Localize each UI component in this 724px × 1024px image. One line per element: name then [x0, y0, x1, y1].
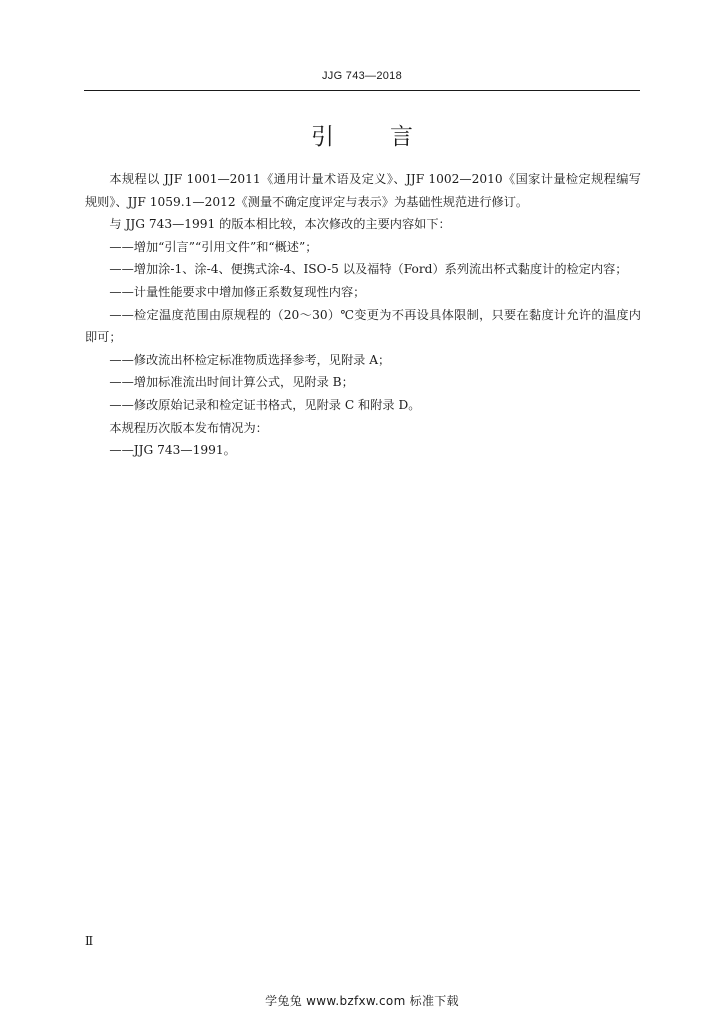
- change-item-1: ——增加“引言”“引用文件”和“概述”；: [109, 239, 318, 254]
- change-item-4: ——检定温度范围由原规程的（20～30）℃变更为不再设具体限制，只要在黏度计允许的温度内即可；: [85, 307, 641, 345]
- history-item-1: ——JJG 743—1991。: [109, 443, 236, 458]
- change-item-6: ——增加标准流出时间计算公式，见附录 B；: [109, 375, 354, 390]
- footer-watermark: 学兔兔 www.bzfxw.com 标准下载: [265, 994, 459, 1008]
- paragraph-changes-intro: 与 JJG 743—1991 的版本相比较，本次修改的主要内容如下：: [109, 217, 451, 232]
- change-item-2: ——增加涂-1、涂-4、便携式涂-4、ISO-5 以及福特（Ford）系列流出杯式黏度计的检定内容；: [109, 262, 628, 277]
- paragraph-history-intro: 本规程历次版本发布情况为：: [109, 420, 268, 435]
- header-document-code: JJG 743—2018: [321, 70, 403, 82]
- document-body: [85, 168, 641, 462]
- header-divider: [84, 90, 640, 91]
- change-item-7: ——修改原始记录和检定证书格式，见附录 C 和附录 D。: [109, 397, 421, 412]
- paragraph-basis: 本规程以 JJF 1001—2011《通用计量术语及定义》、JJF 1002—2010《国家计量检定规程编写规则》、JJF 1059.1—2012《测量不确定度评定与表示》为基础性规范进行修订。: [85, 172, 641, 209]
- page-number: Ⅱ: [85, 934, 94, 948]
- page-title: 引言: [311, 124, 469, 150]
- change-item-5: ——修改流出杯检定标准物质选择参考，见附录 A；: [109, 352, 391, 367]
- change-item-3: ——计量性能要求中增加修正系数复现性内容；: [109, 284, 366, 299]
